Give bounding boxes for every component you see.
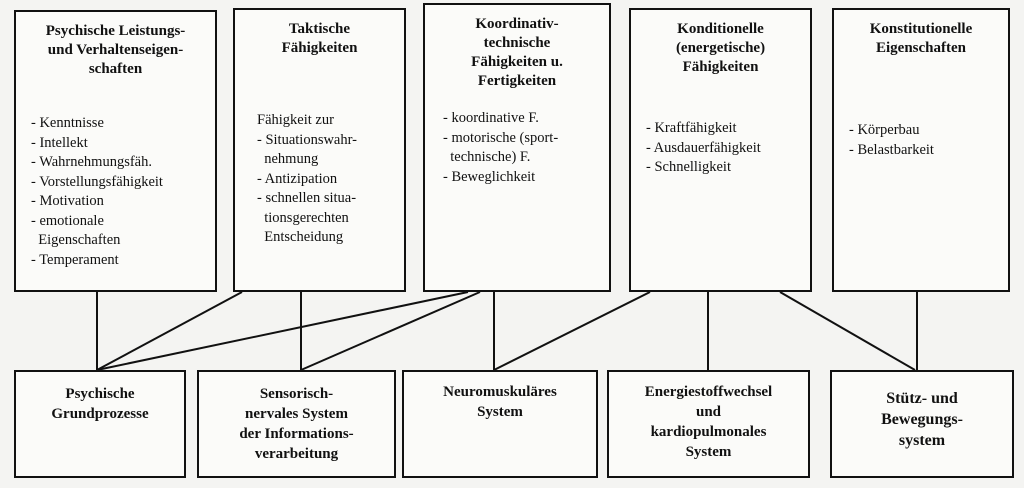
list-item: - Schnelligkeit bbox=[646, 159, 731, 175]
item-list bbox=[849, 121, 1008, 160]
list-item: - koordinative F. bbox=[443, 110, 539, 126]
list-item: technische) F. bbox=[443, 149, 531, 165]
box-neuromuskulaeres-system bbox=[402, 370, 598, 478]
box-konditionelle-faehigkeiten bbox=[629, 8, 812, 292]
box-title: Stütz- und Bewegungs- system bbox=[881, 390, 963, 449]
connector-kondition-to-neuromuskulaer bbox=[494, 292, 650, 370]
box-title: Neuromuskuläres System bbox=[443, 384, 557, 420]
box-title: Konditionelle (energetische) Fähigkeiten bbox=[675, 21, 766, 75]
list-item: - motorische (sport- bbox=[443, 129, 559, 146]
box-psychische-grundprozesse bbox=[14, 370, 186, 478]
list-item: - Ausdauerfähigkeit bbox=[646, 139, 761, 156]
list-item: - Situationswahr- bbox=[257, 131, 357, 148]
box-stuetz-und-bewegungssystem bbox=[830, 370, 1014, 478]
list-item: - Intellekt bbox=[31, 134, 88, 151]
connector-kondition-to-stuetz bbox=[780, 292, 915, 370]
box-energiestoffwechsel bbox=[607, 370, 810, 478]
box-title: Konstitutionelle Eigenschaften bbox=[869, 21, 973, 56]
list-item: - emotionale bbox=[31, 212, 104, 229]
box-title: Energiestoffwechsel und kardiopulmonales System bbox=[644, 384, 773, 460]
list-item: - Wahrnehmungsfäh. bbox=[31, 154, 152, 170]
list-item: Fähigkeit zur bbox=[257, 112, 334, 128]
list-item: - Vorstellungsfähigkeit bbox=[31, 173, 163, 190]
list-item: tionsgerechten bbox=[257, 209, 349, 226]
list-item: Eigenschaften bbox=[31, 232, 121, 248]
connector-koord-to-grundprozesse bbox=[97, 292, 468, 370]
box-title: Psychische Leistungs- und Verhaltenseigen- schaften bbox=[45, 23, 186, 77]
box-taktische-faehigkeiten bbox=[233, 8, 406, 292]
list-item: - Antizipation bbox=[257, 170, 338, 187]
box-konstitutionelle-eigenschaften bbox=[832, 8, 1010, 292]
list-item: - schnellen situa- bbox=[257, 190, 357, 206]
connector-taktisch-to-grundprozesse bbox=[97, 292, 242, 370]
connector-koord-to-sensorisch bbox=[301, 292, 480, 370]
box-title: Taktische Fähigkeiten bbox=[281, 21, 358, 56]
list-item: - Belastbarkeit bbox=[849, 141, 934, 158]
list-item: Entscheidung bbox=[257, 229, 344, 245]
list-item: - Motivation bbox=[31, 193, 104, 209]
item-list bbox=[443, 109, 609, 187]
box-sensorisch-nervales-system bbox=[197, 370, 396, 478]
list-item: - Beweglichkeit bbox=[443, 168, 536, 185]
box-title: Sensorisch- nervales System der Informations- verarbeitung bbox=[239, 386, 354, 462]
list-item: - Temperament bbox=[31, 251, 119, 268]
list-item: nehmung bbox=[257, 151, 319, 167]
item-list bbox=[257, 111, 404, 248]
list-item: - Körperbau bbox=[849, 122, 920, 138]
box-title: Koordinativ- technische Fähigkeiten u. Fertigkeiten bbox=[471, 16, 563, 89]
box-title: Psychische Grundprozesse bbox=[51, 386, 149, 422]
item-list bbox=[31, 114, 215, 270]
box-psychische-leistungseigenschaften bbox=[14, 10, 217, 292]
list-item: - Kenntnisse bbox=[31, 115, 104, 131]
item-list bbox=[646, 119, 810, 178]
list-item: - Kraftfähigkeit bbox=[646, 120, 737, 136]
box-koordinativ-technische-faehigkeiten bbox=[423, 3, 611, 292]
